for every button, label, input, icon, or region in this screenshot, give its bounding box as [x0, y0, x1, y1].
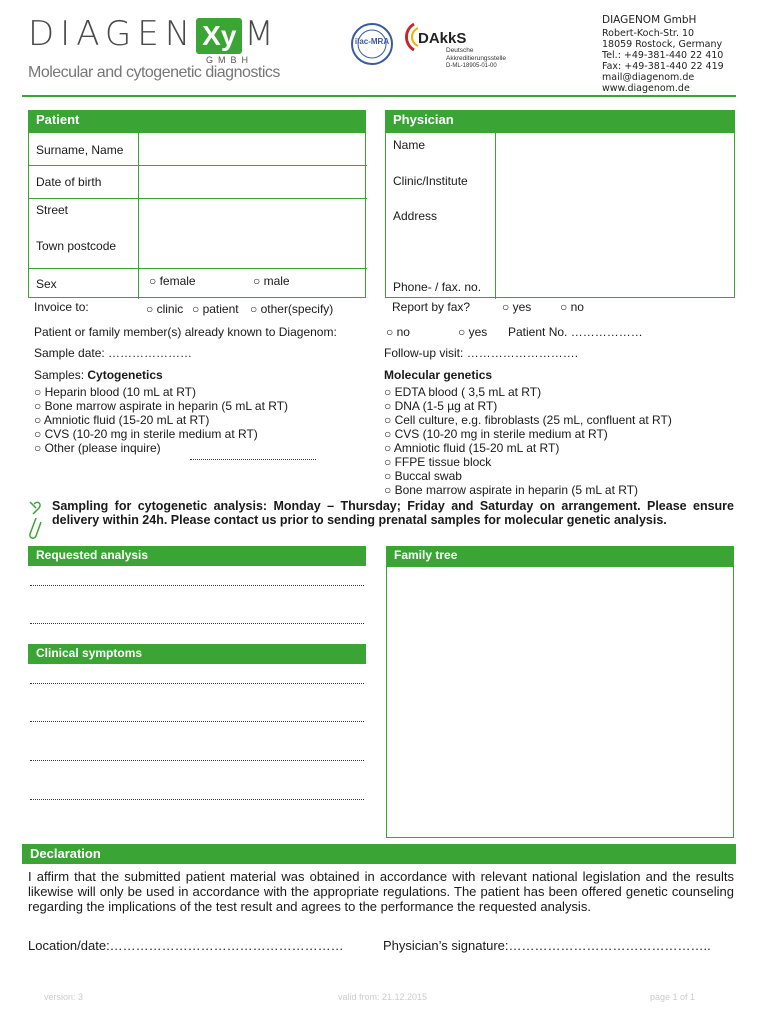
clinic-label: Clinic/Institute	[393, 174, 468, 188]
invoice-clinic-option[interactable]: ○ clinic	[146, 302, 184, 316]
patient-number-field[interactable]: Patient No. ………………	[508, 325, 643, 339]
clinical-symptoms-line[interactable]	[30, 721, 364, 722]
clinical-symptoms-line[interactable]	[30, 760, 364, 761]
samples-label: Samples:	[34, 368, 88, 382]
other-specify-line[interactable]	[190, 459, 316, 460]
footer-valid-from: valid from: 21.12.2015	[338, 992, 428, 1002]
samples-heading	[34, 368, 163, 382]
company-address	[602, 15, 724, 94]
cyto-option[interactable]: ○ Amniotic fluid (15-20 mL at RT)	[34, 413, 210, 427]
mol-option[interactable]: ○ Bone marrow aspirate in heparin (5 mL at RT)	[384, 483, 639, 497]
location-date-field[interactable]: Location/date:………………………………………………	[28, 938, 344, 953]
declaration-header: Declaration	[22, 844, 736, 864]
ilac-logo	[350, 22, 394, 66]
surname-field[interactable]	[140, 134, 365, 164]
mol-option[interactable]: ○ FFPE tissue block	[384, 455, 492, 469]
logo-text-left: DIAGEN	[28, 14, 197, 54]
mol-option[interactable]: ○ EDTA blood ( 3,5 mL at RT)	[384, 385, 542, 399]
mol-option[interactable]: ○ Buccal swab	[384, 469, 462, 483]
dakks-badge: DAkkS	[418, 30, 467, 47]
sex-label: Sex	[36, 277, 57, 291]
mol-option[interactable]: ○ CVS (10-20 mg in sterile medium at RT)	[384, 427, 608, 441]
company-name: DIAGENOM GmbH	[602, 14, 697, 26]
company-city: 18059 Rostock, Germany	[602, 39, 723, 50]
header-divider	[22, 95, 736, 97]
company-logo	[28, 14, 274, 54]
company-email[interactable]: mail@diagenom.de	[602, 72, 695, 83]
known-label: Patient or family member(s) already known to Diagenom:	[34, 325, 337, 339]
cyto-option[interactable]: ○ Other (please inquire)	[34, 441, 161, 455]
logo-gmbh: GMBH	[206, 55, 253, 65]
address-field[interactable]	[140, 200, 365, 267]
clinical-symptoms-line[interactable]	[30, 799, 364, 800]
physician-signature-field[interactable]: Physician’s signature:………………………………………..	[383, 938, 711, 953]
patient-table	[28, 132, 366, 298]
dob-label: Date of birth	[36, 175, 102, 189]
cyto-option[interactable]: ○ Bone marrow aspirate in heparin (5 mL at RT)	[34, 399, 289, 413]
dakks-line2: Akkreditierungsstelle	[446, 55, 506, 62]
company-tel: Tel.: +49-381-440 22 410	[602, 50, 724, 61]
molecular-list	[384, 385, 672, 497]
company-fax: Fax: +49-381-440 22 419	[602, 61, 724, 72]
report-fax-no-option[interactable]: ○ no	[560, 300, 584, 314]
invoice-other-option[interactable]: ○ other(specify)	[250, 302, 334, 316]
report-fax-label: Report by fax?	[392, 300, 471, 314]
family-tree-area[interactable]	[386, 566, 734, 838]
sex-male-option[interactable]: ○ male	[253, 274, 290, 288]
town-label: Town postcode	[36, 239, 117, 253]
ilac-label: ilac-MRA	[354, 37, 390, 46]
logo-text-right: M	[244, 14, 274, 54]
dob-field[interactable]	[140, 167, 365, 197]
dakks-id: D-ML-18905-01-00	[446, 63, 497, 69]
report-fax-yes-option[interactable]: ○ yes	[502, 300, 532, 314]
known-no-option[interactable]: ○ no	[386, 325, 410, 339]
mol-option[interactable]: ○ Amniotic fluid (15-20 mL at RT)	[384, 441, 560, 455]
footer-version: version: 3	[44, 992, 84, 1002]
sample-date-field[interactable]: Sample date: …………………	[34, 346, 193, 360]
tagline: Molecular and cytogenetic diagnostics	[28, 64, 280, 81]
company-street: Robert-Koch-Str. 10	[602, 28, 695, 39]
requested-analysis-line[interactable]	[30, 585, 364, 586]
physician-table	[385, 132, 735, 298]
test-tube-icon	[26, 498, 46, 545]
follow-up-field[interactable]: Follow-up visit: ……………………….	[384, 346, 579, 360]
dakks-line1: Deutsche	[446, 47, 474, 54]
patient-header: Patient	[28, 110, 366, 132]
physician-field[interactable]	[497, 134, 734, 297]
cytogenetics-label: Cytogenetics	[87, 368, 163, 382]
physician-address-label: Address	[393, 209, 438, 223]
cyto-option[interactable]: ○ Heparin blood (10 mL at RT)	[34, 385, 196, 399]
requested-analysis-line[interactable]	[30, 623, 364, 624]
sampling-note: Sampling for cytogenetic analysis: Monday – Thursday; Friday and Saturday on arrangement. Please ensure delivery within 24h. Please contact us prior to sending prenatal samples for molecular genetic analysis.	[52, 499, 734, 527]
declaration-text: I affirm that the submitted patient material was obtained in accordance with relevant national legislation and the results likewise will only be used in accordance with the appropriate regulations. The patient has been offered genetic counseling regarding the implications of the test result and agrees to the performance the requested analysis.	[28, 869, 734, 914]
footer-page: page 1 of 1	[650, 992, 696, 1002]
phone-fax-label: Phone- / fax. no.	[393, 280, 482, 294]
sex-female-option[interactable]: ○ female	[149, 274, 196, 288]
family-tree-header: Family tree	[386, 546, 734, 566]
mol-option[interactable]: ○ DNA (1-5 µg at RT)	[384, 399, 498, 413]
invoice-label: Invoice to:	[34, 300, 89, 314]
physician-name-label: Name	[393, 138, 426, 152]
surname-label: Surname, Name	[36, 143, 124, 157]
street-label: Street	[36, 203, 69, 217]
invoice-patient-option[interactable]: ○ patient	[192, 302, 239, 316]
cytogenetics-list	[34, 385, 288, 455]
dakks-logo	[400, 22, 420, 55]
company-web[interactable]: www.diagenom.de	[602, 83, 690, 94]
physician-header: Physician	[385, 110, 735, 132]
mol-option[interactable]: ○ Cell culture, e.g. fibroblasts (25 mL, confluent at RT)	[384, 413, 672, 427]
logo-mark: Xy	[196, 18, 242, 54]
molecular-genetics-label: Molecular genetics	[384, 368, 493, 382]
clinical-symptoms-header: Clinical symptoms	[28, 644, 366, 664]
known-yes-option[interactable]: ○ yes	[458, 325, 488, 339]
cyto-option[interactable]: ○ CVS (10-20 mg in sterile medium at RT)	[34, 427, 258, 441]
clinical-symptoms-line[interactable]	[30, 683, 364, 684]
requested-analysis-header: Requested analysis	[28, 546, 366, 566]
